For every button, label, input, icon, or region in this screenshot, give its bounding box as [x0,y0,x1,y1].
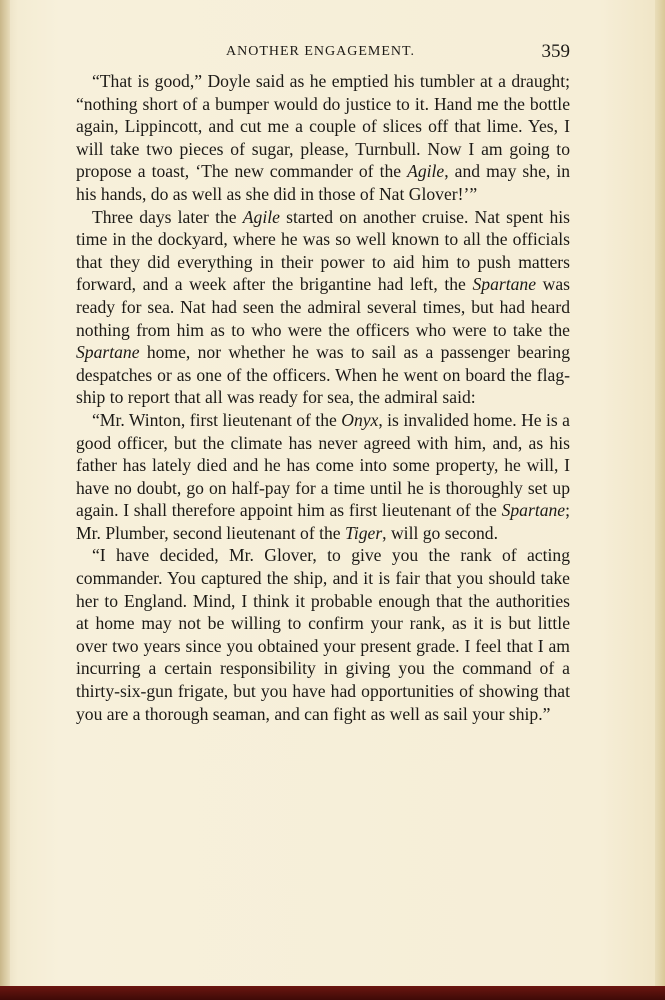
text-run: ; Mr. Plumber, second lieutenant of the [76,500,570,543]
text-run: home, nor whether he was to sail as a passenger bearing despatches or as one of the officers. When he went on board the flag-ship to report that all was ready for sea, the admiral said: [76,342,570,408]
paragraph [76,409,570,545]
italic-name: Tiger [345,522,383,543]
italic-name: Spartane [76,342,140,363]
running-head: ANOTHER ENGAGEMENT. [226,44,416,59]
italic-name: Agile [242,206,280,227]
text-run: , and may she, in his hands, do as well as she did in those of Nat Glover!’” [76,161,570,204]
paragraph [76,544,570,725]
italic-name: Agile [407,161,445,182]
text-run: “Mr. Winton, first lieutenant of the [92,409,342,430]
paragraph [76,206,570,409]
italic-name: Spartane [501,500,566,521]
page-gutter-shadow [0,0,10,1000]
text-run: , will go second. [382,522,498,543]
italic-name: Onyx [341,409,379,430]
page-number: 359 [541,41,570,62]
page-header [76,41,570,68]
text-run: “I have decided, Mr. Glover, to give you the rank of acting commander. You captured the ship, and it is fair that you should take her to England. Mind, I think it probable enough that the authorities at home may not be willing to confirm your rank, as it is but little over two years since you obtained your present grade. I feel that I am incurring a certain responsibility in giving you the command of a thirty-six-gun frigate, but you have had opportunities of showing that you are a thorough seaman, and can fight as well as sail your ship.” [76,545,570,724]
text-run: “That is good,” Doyle said as he emptied his tumbler at a draught; “nothing short of a bumper would do justice to it. Hand me the bottle again, Lippincott, and cut me a couple of slices off that lime. Yes, I will take two pieces of sugar, please, Turnbull. Now I am going to propose a toast, ‘The new commander of the [76,71,570,182]
text-run: started on another cruise. Nat spent his time in the dockyard, where he was so well known to all the officials that they did everything in their power to aid him to push matters forward, and a week after the brigantine had left, the [76,206,570,295]
page-edge [655,0,665,1000]
binding-edge [0,986,665,1000]
text-run: , is invalided home. He is a good officer, but the climate has never agreed with him, and, as his father has lately died and he has come into some property, he will, I have no doubt, go on half-pay for a time until he is thoroughly set up again. I shall therefore appoint him as first lieutenant of the [76,409,570,521]
body-text [76,70,570,725]
italic-name: Spartane [472,274,537,295]
text-run: was ready for sea. Nat had seen the admiral several times, but had heard nothing from him as to who were the officers who were to take the [76,274,571,340]
text-run: Three days later the [92,206,243,227]
paragraph [76,70,570,206]
